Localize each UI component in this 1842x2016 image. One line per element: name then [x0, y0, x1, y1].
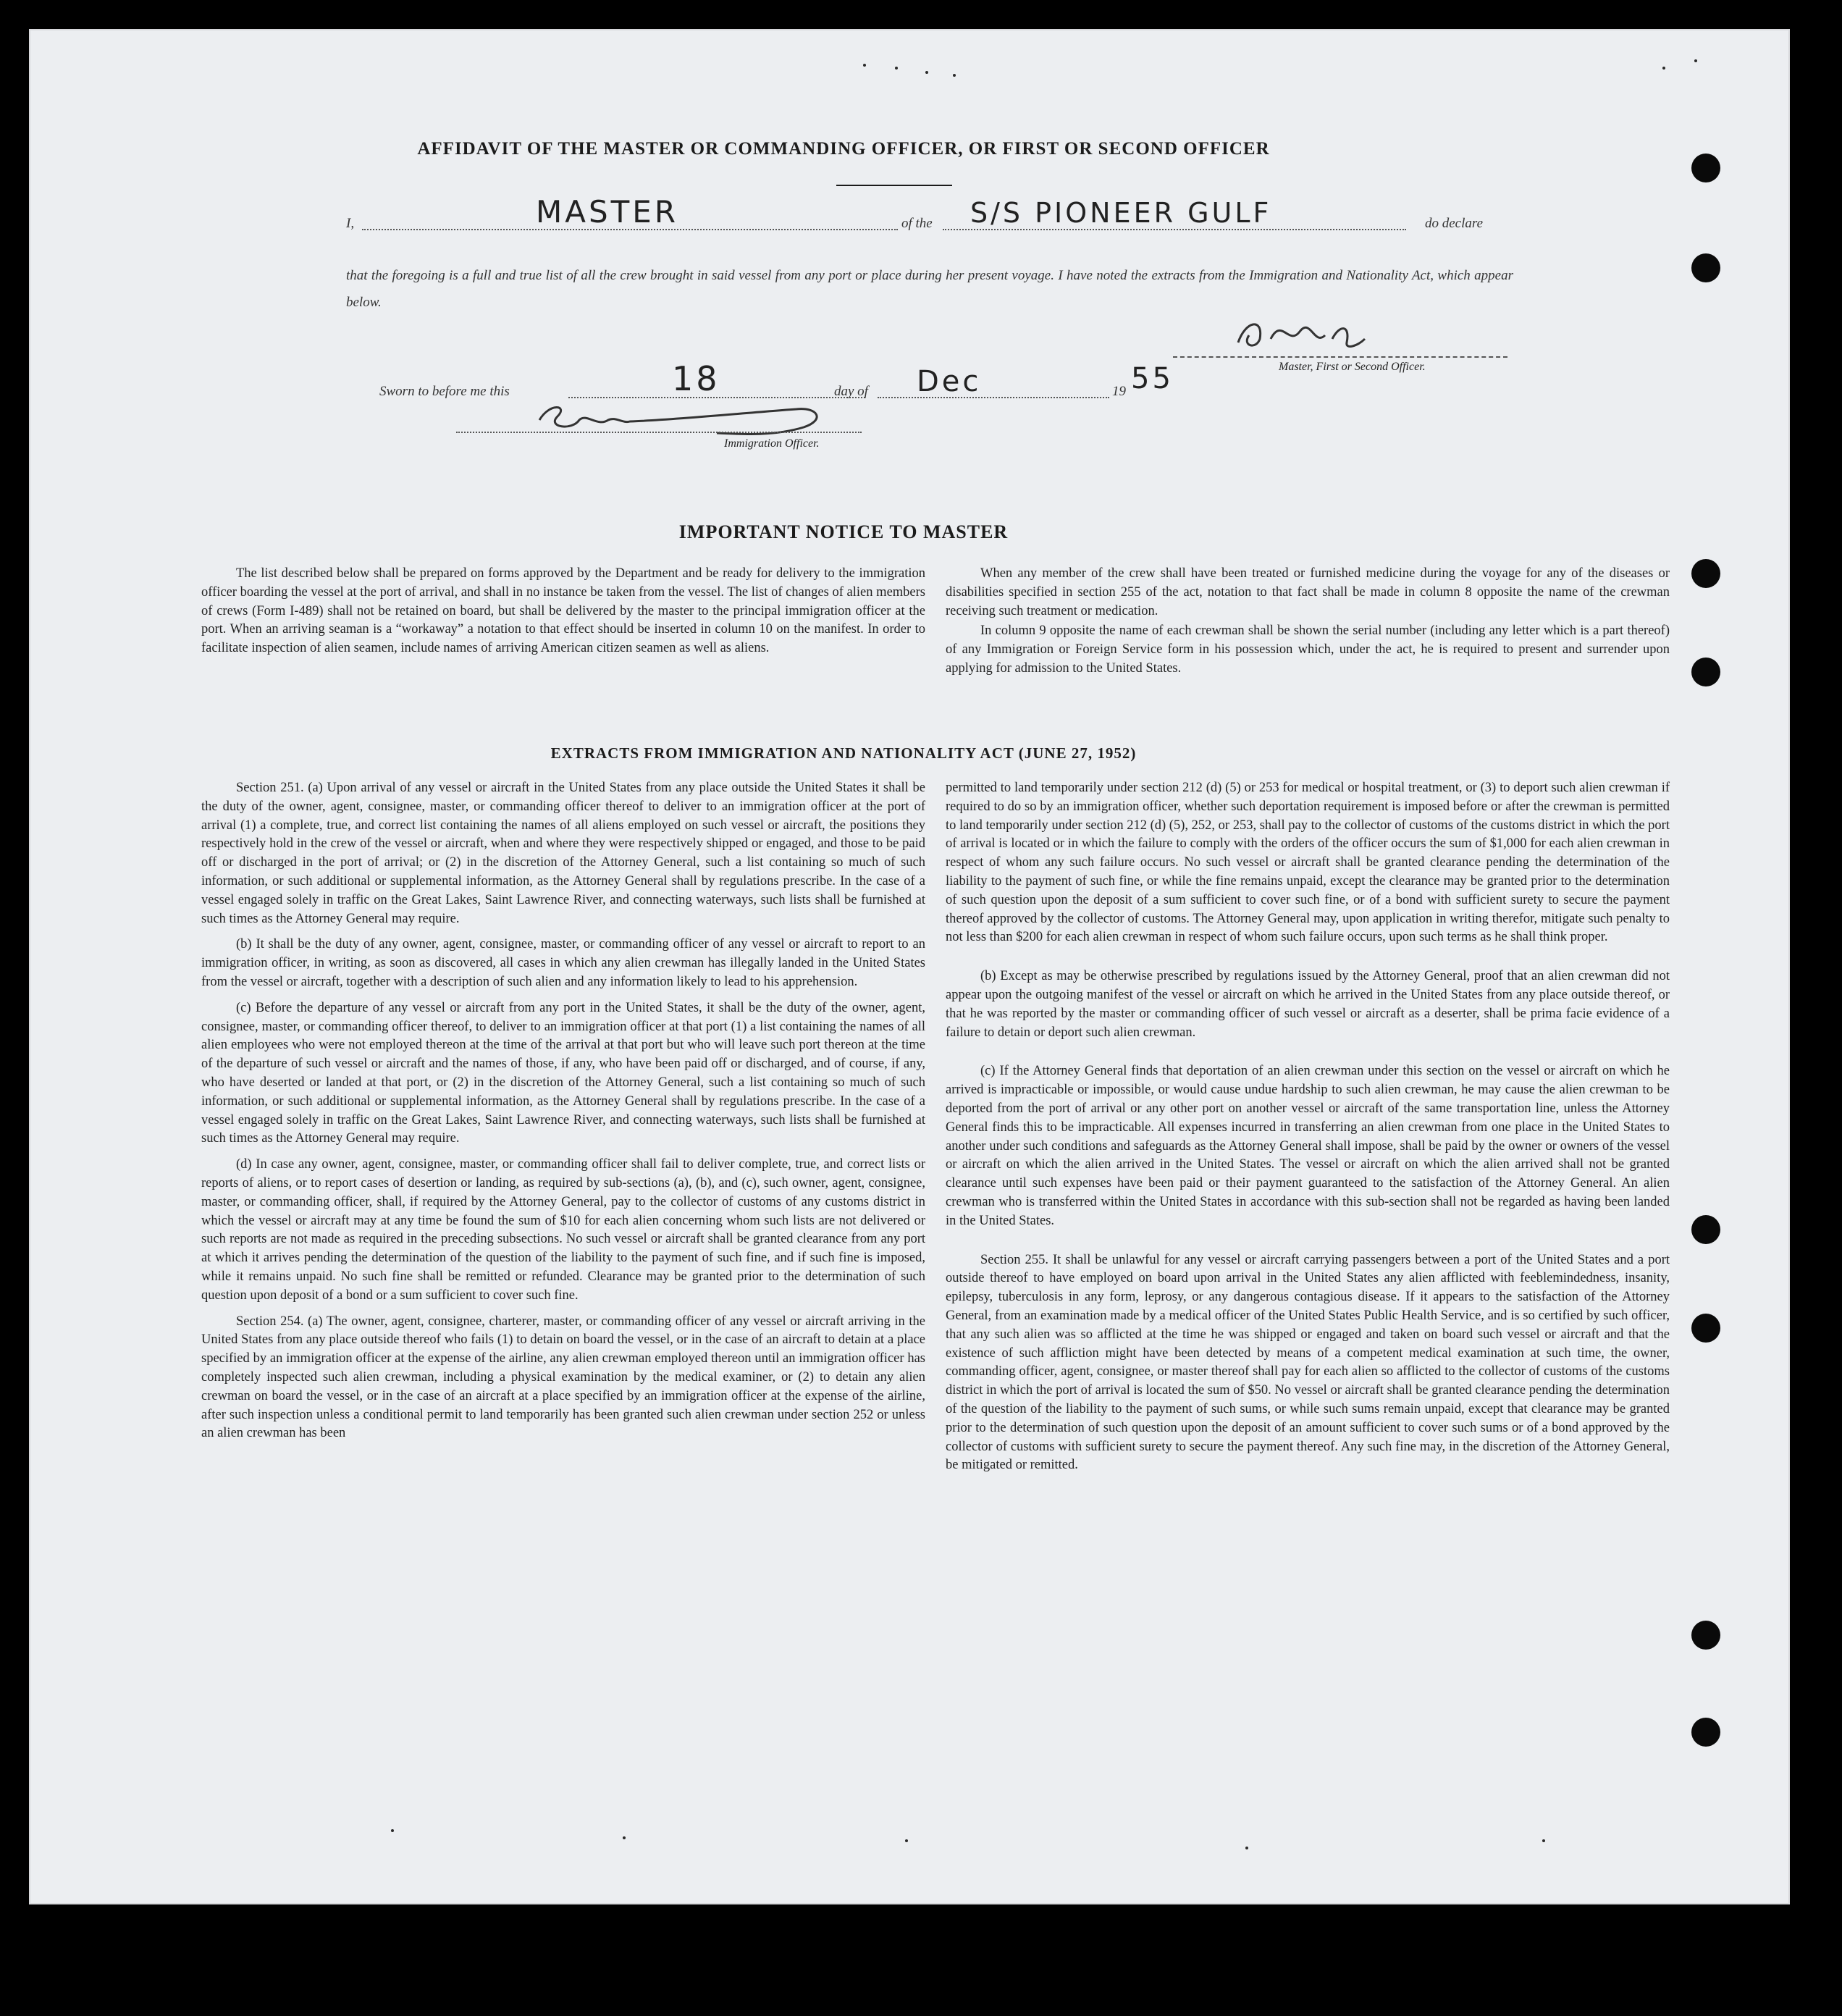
extracts-left-column: [201, 779, 925, 1450]
scan-speck: [925, 71, 928, 74]
vessel-line: [943, 229, 1406, 230]
sworn-month-line: [878, 397, 1109, 398]
notice-right-paragraph-2: In column 9 opposite the name of each crewman shall be shown the serial number (including any letter which is a part thereof) of any Immigration or Foreign Service form in his possession which, under the act, he is required to present and surrender upon applying for admission to the United States.: [946, 623, 1670, 676]
punch-hole: [1691, 658, 1720, 686]
extract-left-paragraph: Section 251. (a) Upon arrival of any vessel or aircraft in the United States from any place outside the United States it shall be the duty of the owner, agent, consignee, master, or commanding officer thereof to deliver to an immigration officer at the port of arrival (1) a complete, true, and correct list containing the names of all aliens employed on such vessel or aircraft, the positions they respectively hold in the crew of the vessel or aircraft, when and where they were respectively shipped or engaged, and those to be paid off or discharged in the port of arrival; or (2) in the discretion of the Attorney General, such a list containing so much of such information, or such additional or supplemental information, as the Attorney General shall by regulations prescribe. In the case of a vessel engaged solely in traffic on the Great Lakes, Saint Lawrence River, and connecting waterways, such lists shall be furnished at such times as the Attorney General may require.: [201, 781, 925, 926]
extract-right-paragraph: (b) Except as may be otherwise prescribed by regulations issued by the Attorney General, proof that an alien crewman did not appear upon the outgoing manifest of the vessel or aircraft on which he arrived in the United States from any place outside thereof, or that he was reported by the master or commanding officer of such vessel or aircraft as a deserter, shall be prima facie evidence of a failure to detain or deport such alien crewman.: [946, 969, 1670, 1040]
scan-speck: [895, 67, 898, 70]
scan-speck: [863, 64, 866, 67]
sworn-day-handwritten: 18: [672, 359, 720, 398]
punch-hole: [1691, 154, 1720, 182]
extracts-right-column: [946, 779, 1670, 1482]
affidavit-title: AFFIDAVIT OF THE MASTER OR COMMANDING OFFICER, OR FIRST OR SECOND OFFICER: [417, 139, 1270, 159]
punch-hole: [1691, 1215, 1720, 1244]
notice-title: IMPORTANT NOTICE TO MASTER: [678, 521, 1009, 542]
scan-speck: [1542, 1839, 1545, 1842]
punch-hole: [1691, 1718, 1720, 1747]
i-label: I,: [346, 216, 355, 231]
scan-speck: [391, 1829, 394, 1832]
document-page: [29, 29, 1790, 1904]
punch-hole: [1691, 253, 1720, 282]
extract-right-paragraph: Section 255. It shall be unlawful for any vessel or aircraft carrying passengers between a port of the United States and a port outside thereof to have employed on board upon arrival in the United States any alien afflicted with feeblemindedness, insanity, epilepsy, tuberculosis in any form, leprosy, or any dangerous contagious disease. If it appears to the satisfaction of the Attorney General, from an examination made by a medical officer of the United States Public Health Service, and is so certified by such officer, that any such alien was so afflicted at the time he was shipped or engaged and taken on board such vessel or aircraft and that the existence of such affliction might have been detected by means of a competent medical examination at such time, the owner, commanding officer, agent, consignee, or master thereof shall pay for each alien so afflicted to the collector of customs of the customs district in which the port of arrival is located the sum of $50. No vessel or aircraft shall be granted clearance pending the determination of the question of the liability to the payment of such sums, or while such sums remain unpaid, except that clearance may be granted prior to the determination of such question upon the deposit of an amount sufficient to cover such sums or of a bond approved by the collector of customs with sufficient surety to secure the payment thereof. Any such fine may, in the discretion of the Attorney General, be mitigated or remitted.: [946, 1252, 1670, 1473]
sworn-label: Sworn to before me this: [379, 384, 510, 399]
year-prefix-label: 19: [1112, 384, 1126, 399]
extract-left-paragraph: (d) In case any owner, agent, consignee, master, or commanding officer shall fail to deliver complete, true, and correct lists or reports of aliens, or to report cases of desertion or landing, as required by sub-sections (a), (b), and (c), such owner, agent, consignee, master, or commanding officer, shall, if required by the Attorney General, pay to the collector of customs of any customs district in which the vessel or aircraft may at any time be found the sum of $10 for each alien concerning whom such lists are not delivered or such reports are not made as required in the preceding subsections. No such vessel or aircraft shall be granted clearance from any port at which it arrives pending the determination of the question of the liability to the payment of such fine, and if such fine is imposed, while it remains unpaid. No such fine shall be remitted or refunded. Clearance may be granted prior to the determination of such question upon deposit of a bond or a sum sufficient to cover such fine.: [201, 1157, 925, 1303]
extracts-title: EXTRACTS FROM IMMIGRATION AND NATIONALITY ACT (JUNE 27, 1952): [550, 744, 1137, 762]
day-of-label: day of: [834, 384, 868, 399]
extract-left-paragraph: (c) Before the departure of any vessel or aircraft from any port in the United States, it shall be the duty of the owner, agent, consignee, master, or commanding officer thereof, to deliver to an immigration officer at that port (1) a list containing the names of all alien employees who were not employed thereon at the time of the arrival at that port but who will leave such port thereon at the time of the departure of such vessel or aircraft and the names of those, if any, who have been paid off or discharged, and of course, if any, who have deserted or landed at that port, or (2) in the discretion of the Attorney General, such a list containing so much of such information, or such additional or supplemental information, as the Attorney General shall by regulations prescribe. In the case of a vessel engaged solely in traffic on the Great Lakes, Saint Lawrence River, and connecting waterways, such lists shall be furnished at such times as the Attorney General may require.: [201, 1000, 925, 1146]
scan-speck: [1662, 67, 1665, 70]
of-the-label: of the: [901, 216, 933, 231]
declaration-text: that the foregoing is a full and true list of all the crew brought in said vessel from any port or place during her present voyage. I have noted the extracts from the Immigration and Nationality Act, which appear below.: [346, 268, 1513, 310]
extract-right-paragraph: (c) If the Attorney General finds that deportation of an alien crewman under this section on the vessel or aircraft on which he arrived is impracticable or impossible, or would cause undue hardship to such alien crewman, he may cause the alien crewman to be deported from the port of arrival or any other port on another vessel or aircraft of the same transportation line, unless the Attorney General finds this to be impracticable. All expenses incurred in transferring an alien crewman from one place in the United States to another under such conditions and safeguards as the Attorney General shall impose, shall be paid by the owner or owners of the vessel or aircraft on which the alien arrived in the United States. The vessel or aircraft on which the alien arrived shall not be granted clearance until such expenses have been paid or their payment guaranteed to the satisfaction of the Attorney General. An alien crewman who is transferred within the United States in accordance with this sub-section shall not be regarded as having been landed in the United States.: [946, 1064, 1670, 1228]
notice-left-column: [201, 565, 925, 665]
punch-hole: [1691, 1314, 1720, 1343]
master-signature-line: [1173, 356, 1507, 358]
sworn-month-handwritten: Dec: [917, 365, 982, 398]
extract-left-paragraph: Section 254. (a) The owner, agent, consignee, charterer, master, or commanding officer of any vessel or aircraft arriving in the United States from any place outside thereof who fails (1) to detain on board the vessel, or in the case of an aircraft to detain at a place specified by an immigration officer at the expense of the airline, any alien crewman employed thereon until an immigration officer has completely inspected such alien crewman, including a physical examination by the medical examiner, or (2) to detain any alien crewman on board the vessel, or in the case of an aircraft at a place specified by an immigration officer at the expense of the airline, after such inspection unless a conditional permit to land temporarily has been granted such alien crewman under section 252 or unless an alien crewman has been: [201, 1314, 925, 1441]
officer-caption: Immigration Officer.: [724, 437, 820, 450]
scan-speck: [623, 1836, 626, 1839]
vessel-handwritten: S/S PIONEER GULF: [970, 197, 1272, 229]
officer-signature-line: [456, 432, 862, 433]
punch-hole: [1691, 559, 1720, 588]
notice-right-column: [946, 565, 1670, 686]
master-signature: [1231, 310, 1376, 364]
extract-left-paragraph: (b) It shall be the duty of any owner, agent, consignee, master, or commanding officer of any vessel or aircraft to report to an immigration officer, in writing, as soon as discovered, all cases in which any alien crewman has illegally landed in the United States from the vessel or aircraft, together with a description of such alien and any information likely to lead to his apprehension.: [201, 937, 925, 989]
scan-speck: [1245, 1847, 1248, 1849]
master-handwritten: MASTER: [536, 194, 679, 230]
extract-right-paragraph: permitted to land temporarily under section 212 (d) (5) or 253 for medical or hospital treatment, or (3) to deport such alien crewman if required to do so by an immigration officer, whether such deportation requirement is imposed before or after the crewman is permitted to land temporarily under section 212 (d) (5), 252, or 253, shall pay to the collector of customs of the customs district in which the port of arrival is located or in which the failure to comply with the orders of the officer occurs the sum of $1,000 for each alien crewman in respect of whom any such failure occurs. No such vessel or aircraft shall be granted clearance pending the determination of the liability to the payment of such fine, or while the fine remains unpaid, except the clearance may be granted prior to the determination of such question upon the deposit of a sum sufficient to cover such fine, or of a bond with sufficient surety to secure the payment thereof approved by the collector of customs. The Attorney General may, upon application in writing therefor, mitigate such penalty to not less than $200 for each alien crewman in respect of whom such failure occurs, upon such terms as he shall think proper.: [946, 781, 1670, 945]
master-caption: Master, First or Second Officer.: [1279, 361, 1426, 373]
do-declare-label: do declare: [1425, 216, 1484, 231]
scan-speck: [953, 74, 956, 77]
year-handwritten: 55: [1131, 362, 1174, 395]
punch-hole: [1691, 1621, 1720, 1650]
scan-speck: [1694, 59, 1697, 62]
scan-speck: [905, 1839, 908, 1842]
notice-right-paragraph-1: When any member of the crew shall have been treated or furnished medicine during the voyage for any of the diseases or disabilities specified in section 255 of the act, notation to that fact shall be made in column 8 opposite the name of the crewman receiving such treatment or medication.: [946, 566, 1670, 618]
notice-left-paragraph: The list described below shall be prepared on forms approved by the Department and be ready for delivery to the immigration officer boarding the vessel at the port of arrival, and shall in no instance be taken from the vessel. The list of changes of alien members of crews (Form I-489) shall not be retained on board, but shall be delivered by the master to the principal immigration officer at the port. When an arriving seaman is a “workaway” a notation to that effect should be inserted in column 10 on the manifest. In order to facilitate inspection of alien seamen, include names of arriving American citizen seamen as well as aliens.: [201, 566, 925, 656]
title-rule: [836, 185, 952, 186]
